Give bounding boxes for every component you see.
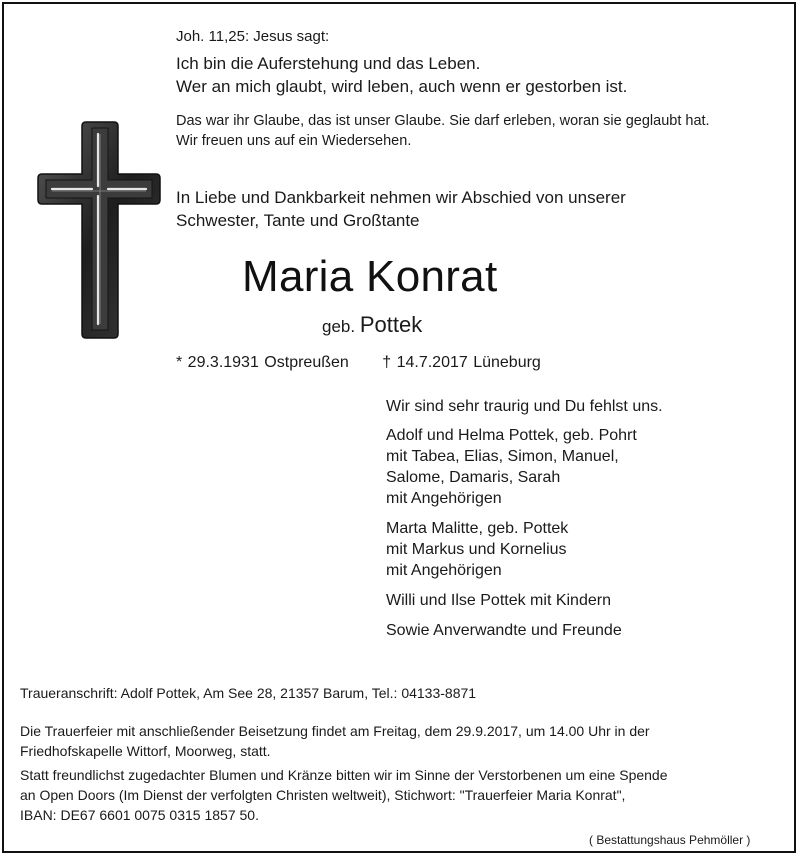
mourner-group: Sowie Anverwandte und Freunde [386, 622, 622, 639]
mourner-line: mit Angehörigen [386, 490, 502, 507]
birth-date: * 29.3.1931 Ostpreußen [176, 354, 349, 371]
verse-line: Ich bin die Auferstehung und das Leben. [176, 54, 481, 73]
birth-name [322, 312, 422, 338]
death-date: † 14.7.2017 Lüneburg [382, 354, 541, 371]
faith-line: Das war ihr Glaube, das ist unser Glaube. Sie darf erleben, woran sie geglaubt hat. [176, 113, 710, 129]
christian-cross-icon [34, 118, 164, 342]
mourner-group [386, 425, 663, 509]
funeral-home: ( Bestattungshaus Pehmöller ) [589, 833, 751, 847]
life-dates [176, 354, 541, 372]
mourner-line: mit Angehörigen [386, 562, 502, 579]
deceased-name: Maria Konrat [242, 252, 498, 301]
birth-name-prefix: geb. [322, 317, 356, 336]
bible-reference: Joh. 11,25: Jesus sagt: [176, 28, 330, 45]
mourners-list [386, 396, 663, 650]
donation-request [20, 765, 668, 825]
ceremony-line: Die Trauerfeier mit anschließender Beisetzung findet am Freitag, dem 29.9.2017, um 14.00 Uhr in der [20, 723, 650, 739]
donation-line: IBAN: DE67 6601 0075 0315 1857 50. [20, 807, 259, 823]
bible-verse [176, 52, 627, 98]
mourner-group: Willi und Ilse Pottek mit Kindern [386, 592, 611, 609]
ceremony-info [20, 721, 650, 761]
intro-line: In Liebe und Dankbarkeit nehmen wir Abschied von unserer [176, 188, 626, 207]
intro-line: Schwester, Tante und Großtante [176, 211, 420, 230]
faith-line: Wir freuen uns auf ein Wiedersehen. [176, 133, 412, 149]
donation-line: an Open Doors (Im Dienst der verfolgten Christen weltweit), Stichwort: "Trauerfeier Maria Konrat", [20, 787, 626, 803]
donation-line: Statt freundlichst zugedachter Blumen und Kränze bitten wir im Sinne der Verstorbenen um eine Spende [20, 767, 668, 783]
mourner-line: mit Tabea, Elias, Simon, Manuel, [386, 448, 619, 465]
mourners-opening: Wir sind sehr traurig und Du fehlst uns. [386, 398, 663, 415]
mourner-line: mit Markus und Kornelius [386, 541, 567, 558]
mourner-line: Marta Malitte, geb. Pottek [386, 520, 569, 537]
farewell-intro [176, 186, 626, 232]
mourner-line: Adolf und Helma Pottek, geb. Pohrt [386, 427, 637, 444]
mourning-address: Traueranschrift: Adolf Pottek, Am See 28, 21357 Barum, Tel.: 04133-8871 [20, 685, 477, 701]
faith-statement [176, 111, 710, 151]
mourner-line: Salome, Damaris, Sarah [386, 469, 561, 486]
mourner-group [386, 518, 663, 581]
maiden-name: Pottek [359, 312, 423, 337]
verse-line: Wer an mich glaubt, wird leben, auch wenn er gestorben ist. [176, 77, 628, 96]
ceremony-line: Friedhofskapelle Wittorf, Moorweg, statt. [20, 743, 271, 759]
